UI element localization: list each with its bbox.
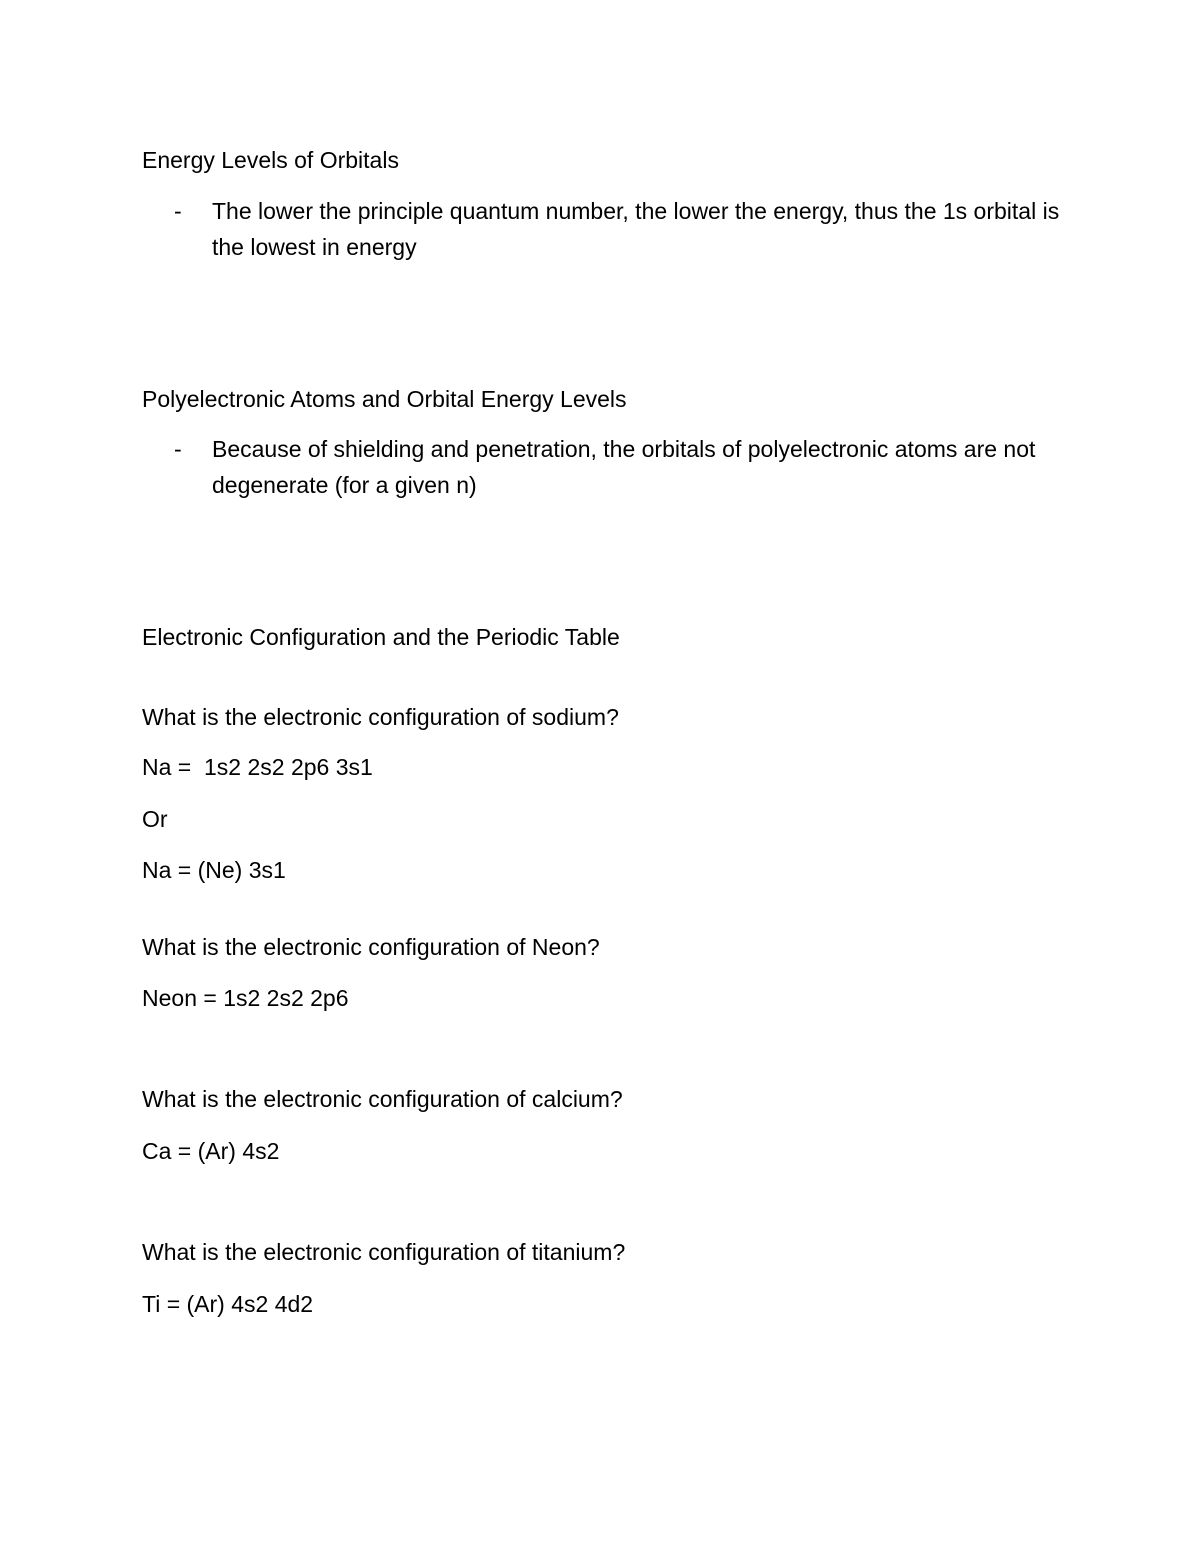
section-heading-electronic-configuration: Electronic Configuration and the Periodic Table: [142, 624, 620, 650]
answer-titanium: Ti = (Ar) 4s2 4d2: [142, 1291, 314, 1317]
bullet-dash: -: [174, 436, 182, 462]
section-heading-polyelectronic: Polyelectronic Atoms and Orbital Energy Levels: [142, 386, 627, 412]
answer-sodium-short: Na = (Ne) 3s1: [142, 857, 286, 883]
bullet-text: The lower the principle quantum number, the lower the energy, thus the 1s orbital is the lowest in energy: [212, 198, 1060, 260]
bullet-item-energy-levels: [142, 193, 1142, 265]
answer-sodium-full: Na = 1s2 2s2 2p6 3s1: [142, 754, 373, 780]
question-sodium: What is the electronic configuration of sodium?: [142, 704, 619, 730]
bullet-text: Because of shielding and penetration, the orbitals of polyelectronic atoms are not degenerate (for a given n): [212, 436, 1036, 498]
bullet-dash: -: [174, 198, 182, 224]
or-text: Or: [142, 806, 168, 832]
answer-calcium: Ca = (Ar) 4s2: [142, 1138, 280, 1164]
bullet-item-polyelectronic: [142, 431, 1142, 503]
question-neon: What is the electronic configuration of Neon?: [142, 934, 600, 960]
section-heading-energy-levels: Energy Levels of Orbitals: [142, 147, 399, 173]
question-calcium: What is the electronic configuration of calcium?: [142, 1086, 623, 1112]
question-titanium: What is the electronic configuration of titanium?: [142, 1239, 626, 1265]
answer-neon: Neon = 1s2 2s2 2p6: [142, 985, 349, 1011]
